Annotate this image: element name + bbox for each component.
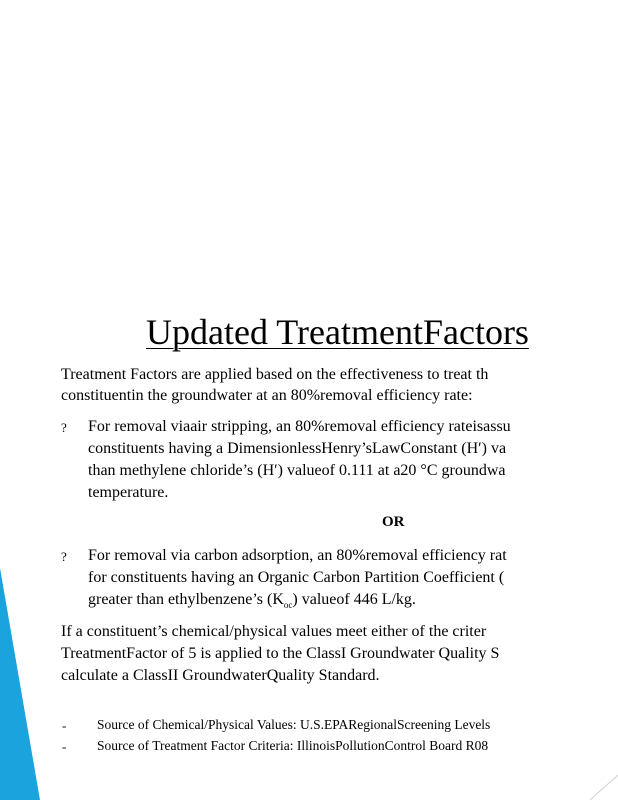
bullet-2-line-1: For removal via carbon adsorption, an 80%removal efficiency rat (88, 547, 507, 564)
koc-subscript: oc (283, 600, 293, 611)
koc-prefix: greater than ethylbenzene’s (K (88, 591, 284, 608)
bullet-2-line-3 (88, 589, 416, 616)
bullet-marker-2: ? (61, 549, 67, 564)
bullet-2-line-2: for constituents having an Organic Carbon Partition Coefficient ( (88, 569, 505, 586)
source-2-text: Source of Treatment Factor Criteria: IllinoisPollutionControl Board R08 (97, 738, 489, 753)
bullet-marker-1: ? (61, 420, 67, 435)
source-marker-2: - (62, 739, 67, 754)
source-marker-1: - (62, 718, 67, 733)
conclusion-line-3: calculate a ClassII GroundwaterQuality Standard. (61, 667, 380, 684)
bullet-1-line-1: For removal viaair stripping, an 80%removal efficiency rateisassu (88, 418, 511, 435)
bullet-1-line-3: than methylene chloride’s (H′) valueof 0.111 at a20 °C groundwa (88, 462, 506, 479)
intro-line-2: constituentin the groundwater at an 80%removal efficiency rate: (61, 387, 473, 404)
corner-line (590, 775, 618, 800)
koc-suffix: ) valueof 446 L/kg. (292, 591, 416, 608)
bullet-1-line-4: temperature. (88, 484, 169, 501)
source-1-text: Source of Chemical/Physical Values: U.S.EPARegionalScreening Levels (97, 717, 491, 732)
accent-wedge (0, 568, 40, 800)
conclusion-line-2: TreatmentFactor of 5 is applied to the ClassI Groundwater Quality S (61, 645, 500, 662)
bullet-1-line-2: constituents having a DimensionlessHenry’sLawConstant (H′) va (88, 440, 507, 457)
intro-line-1: Treatment Factors are applied based on the effectiveness to treat th (61, 366, 489, 383)
slide-title: Updated TreatmentFactors (146, 312, 529, 352)
or-separator: OR (382, 514, 405, 530)
conclusion-line-1: If a constituent’s chemical/physical values meet either of the criter (61, 623, 487, 640)
